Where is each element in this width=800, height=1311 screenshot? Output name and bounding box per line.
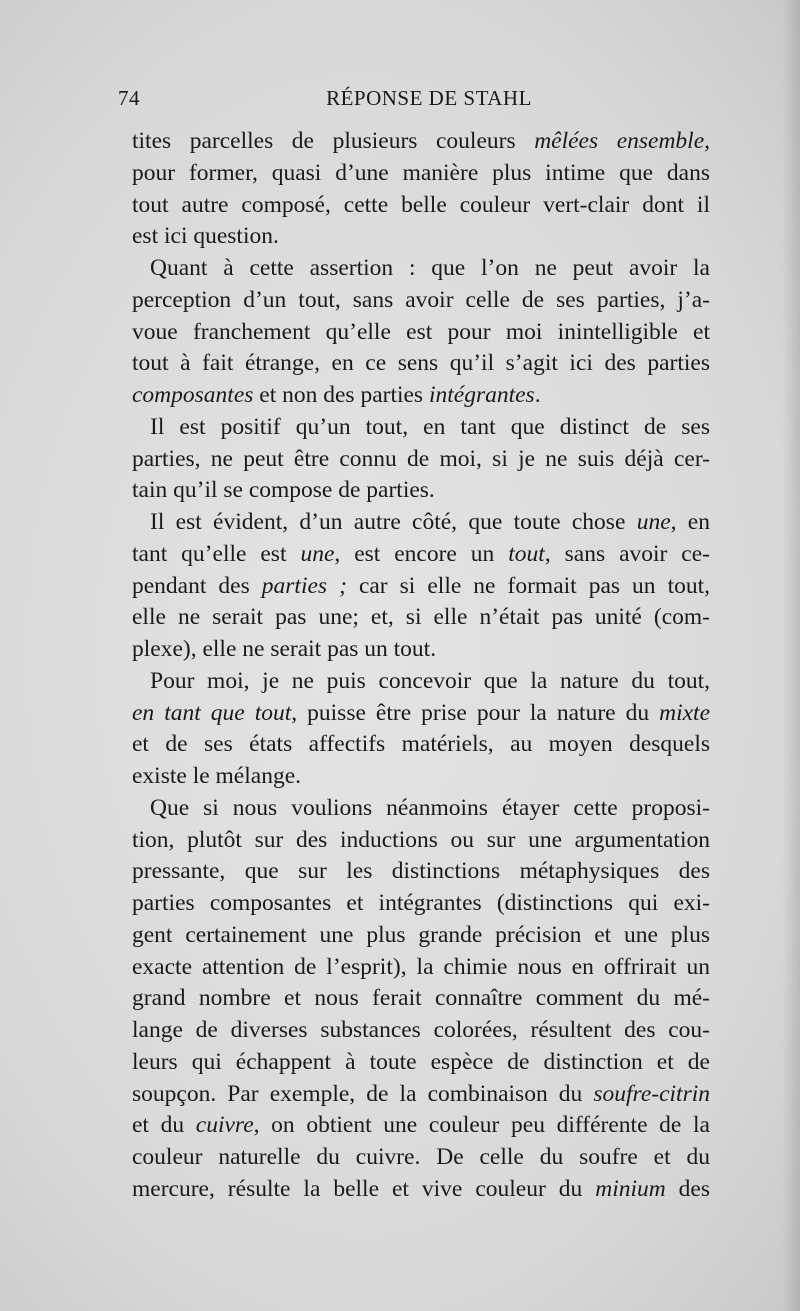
text-segment: Pour moi, je ne puis concevoir que la nature du tout,: [150, 667, 710, 694]
page-header: [118, 86, 710, 120]
text-segment: , puisse être prise pour la nature du: [291, 699, 660, 726]
text-line: [132, 952, 710, 984]
text-line: [132, 1079, 710, 1111]
text-line: [132, 253, 710, 285]
text-segment: lange de diverses substances colorées, résultent des cou-: [132, 1017, 710, 1043]
text-line: [132, 634, 710, 666]
text-line: [132, 539, 710, 571]
text-segment: existe le mélange.: [132, 763, 301, 789]
text-segment: mercure, résulte la belle et vive couleur du: [132, 1175, 596, 1202]
text-segment: , en: [670, 509, 710, 535]
text-segment: et du: [132, 1112, 196, 1139]
italic-text: soufre-citrin: [593, 1080, 710, 1107]
text-line: [132, 380, 710, 412]
text-segment: leurs qui échappent à toute espèce de distinction et de: [132, 1048, 710, 1075]
text-line: [132, 793, 710, 825]
text-segment: tain qu’il se compose de parties.: [132, 477, 435, 504]
text-line: [132, 761, 710, 793]
text-line: [132, 1047, 710, 1079]
text-segment: , est encore un: [334, 540, 509, 567]
italic-text: mêlées ensemble,: [534, 128, 711, 154]
text-segment: tout à fait étrange, en ce sens qu’il s’agit ici des parties: [132, 350, 710, 377]
italic-text: en tant que tout: [132, 699, 292, 726]
text-line: [132, 888, 710, 920]
text-line: [132, 507, 710, 539]
text-line: [132, 158, 710, 190]
text-segment: tout autre composé, cette belle couleur vert-clair dont il: [132, 191, 710, 218]
text-segment: elle ne serait pas une; et, si elle n’était pas unité (com-: [132, 604, 710, 631]
text-segment: tion, plutôt sur des inductions ou sur une argumentation: [132, 826, 710, 853]
italic-text: parties ;: [261, 572, 347, 599]
text-line: [132, 920, 710, 952]
running-title: RÉPONSE DE STAHL: [326, 86, 532, 110]
text-segment: tant qu’elle est: [132, 540, 301, 567]
text-line: [132, 698, 710, 730]
text-segment: et de ses états affectifs matériels, au moyen desquels: [132, 731, 710, 758]
text-segment: perception d’un tout, sans avoir celle de ses parties, j’a-: [132, 286, 710, 313]
text-line: [132, 285, 710, 317]
text-line: [132, 475, 710, 507]
text-segment: car si elle ne formait pas un tout,: [346, 572, 711, 599]
text-segment: pendant des: [132, 572, 262, 599]
text-line: [132, 221, 710, 253]
text-line: [132, 983, 710, 1015]
italic-text: mixte: [659, 699, 710, 726]
text-line: [132, 666, 710, 698]
text-line: [132, 126, 710, 158]
text-line: [132, 1174, 710, 1206]
body-text: [132, 126, 710, 1206]
text-line: [132, 317, 710, 349]
italic-text: composantes: [132, 382, 254, 408]
text-line: [132, 729, 710, 761]
text-line: [132, 856, 710, 888]
text-line: [132, 412, 710, 444]
text-segment: pour former, quasi d’une manière plus intime que dans: [132, 159, 710, 186]
text-segment: Il est positif qu’un tout, en tant que distinct de ses: [150, 413, 710, 440]
text-segment: couleur naturelle du cuivre. De celle du soufre et du: [132, 1144, 710, 1170]
italic-text: une: [300, 540, 335, 567]
text-segment: est ici question.: [132, 223, 279, 250]
text-segment: et non des parties: [253, 382, 429, 408]
text-line: [132, 1142, 710, 1174]
text-segment: Que si nous voulions néanmoins étayer cette proposi-: [150, 794, 710, 821]
text-segment: pressante, que sur les distinctions métaphysiques des: [132, 858, 710, 885]
italic-text: tout: [508, 540, 545, 567]
text-segment: Il est évident, d’un autre côté, que toute chose: [150, 509, 637, 535]
text-segment: parties composantes et intégrantes (distinctions qui exi-: [132, 890, 710, 916]
text-line: [132, 348, 710, 380]
text-line: [132, 1015, 710, 1047]
text-segment: exacte attention de l’esprit), la chimie nous en offrirait un: [132, 953, 710, 980]
text-segment: grand nombre et nous ferait connaître comment du mé-: [132, 985, 710, 1012]
text-segment: .: [534, 382, 541, 408]
page-number: 74: [118, 86, 140, 110]
text-segment: tites parcelles de plusieurs couleurs: [132, 128, 535, 154]
text-line: [132, 602, 710, 634]
text-segment: parties, ne peut être connu de moi, si je ne suis déjà cer-: [132, 445, 710, 472]
text-segment: , on obtient une couleur peu différente de la: [253, 1112, 710, 1139]
text-line: [132, 825, 710, 857]
italic-text: cuivre: [195, 1112, 254, 1139]
text-segment: , sans avoir ce-: [544, 540, 710, 567]
text-line: [132, 1110, 710, 1142]
italic-text: minium: [595, 1175, 666, 1202]
text-segment: gent certainement une plus grande précision et une plus: [132, 921, 710, 948]
text-segment: des: [665, 1175, 711, 1202]
text-segment: soupçon. Par exemple, de la combinaison du: [132, 1080, 594, 1107]
text-segment: plexe), elle ne serait pas un tout.: [132, 636, 437, 662]
italic-text: intégrantes: [428, 382, 535, 408]
text-line: [132, 190, 710, 222]
text-segment: Quant à cette assertion : que l’on ne peut avoir la: [150, 255, 710, 281]
text-line: [132, 444, 710, 476]
page-edge-shadow: [782, 0, 800, 1311]
italic-text: une: [636, 509, 671, 535]
text-segment: voue franchement qu’elle est pour moi inintelligible et: [132, 318, 710, 345]
text-line: [132, 571, 710, 603]
